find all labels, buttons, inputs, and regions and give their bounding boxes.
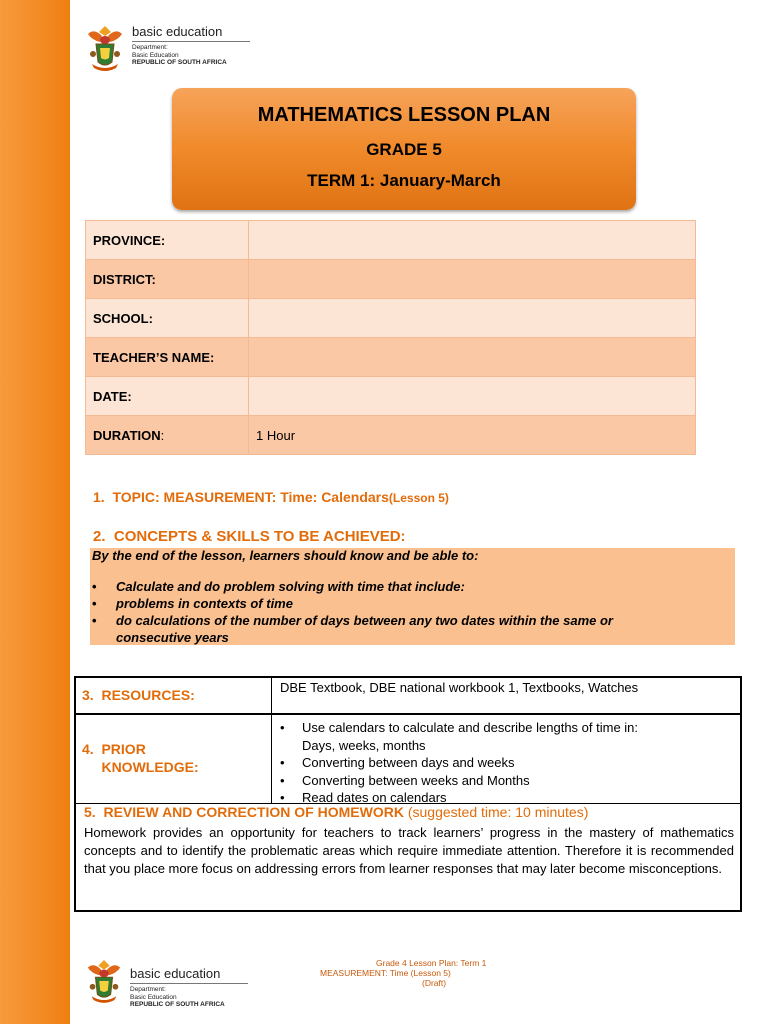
table-row xyxy=(86,221,696,260)
concepts-intro: By the end of the lesson, learners should know and be able to: xyxy=(92,548,479,563)
teacher-name-field[interactable] xyxy=(249,338,696,377)
list-item: • Read dates on calendars xyxy=(276,789,638,807)
table-row xyxy=(86,260,696,299)
concepts-box xyxy=(90,548,735,645)
school-label: SCHOOL: xyxy=(86,299,249,338)
date-label: DATE: xyxy=(86,377,249,416)
title-banner xyxy=(172,88,636,210)
header-logo xyxy=(84,24,250,72)
country-name: REPUBLIC OF SOUTH AFRICA xyxy=(132,59,227,66)
list-item: • Converting between days and weeks xyxy=(276,754,638,772)
prior-knowledge-row xyxy=(76,715,740,804)
duration-label: DURATION: xyxy=(86,416,249,455)
list-item: • Calculate and do problem solving with time that include: xyxy=(90,578,690,595)
department-name: Basic Education xyxy=(130,993,177,1001)
resources-row xyxy=(76,678,740,715)
department-label: Department: xyxy=(130,986,166,993)
district-label: DISTRICT: xyxy=(86,260,249,299)
table-row xyxy=(86,416,696,455)
brand-name: basic education xyxy=(130,966,248,984)
table-row xyxy=(86,299,696,338)
table-row xyxy=(86,338,696,377)
concepts-heading: 2. CONCEPTS & SKILLS TO BE ACHIEVED: xyxy=(93,528,406,545)
grade-label: GRADE 5 xyxy=(366,140,442,159)
footer-caption: Grade 4 Lesson Plan: Term 1 MEASUREMENT: Time (Lesson 5) (Draft) xyxy=(320,958,487,988)
prior-knowledge-list xyxy=(276,719,638,807)
lesson-details-table xyxy=(74,676,742,912)
department-label: Department: xyxy=(132,44,168,51)
list-item: consecutive years xyxy=(116,630,229,645)
district-field[interactable] xyxy=(249,260,696,299)
coat-of-arms-icon xyxy=(84,958,124,1004)
list-item: • problems in contexts of time xyxy=(90,595,690,612)
homework-heading: 5. REVIEW AND CORRECTION OF HOMEWORK (suggested time: 10 minutes) xyxy=(84,804,589,820)
column-divider xyxy=(271,678,272,803)
list-item: • Use calendars to calculate and describe lengths of time in: xyxy=(276,719,638,737)
table-row xyxy=(86,377,696,416)
document-title: MATHEMATICS LESSON PLAN xyxy=(257,104,551,126)
resources-label: 3. RESOURCES: xyxy=(82,687,195,703)
brand-name: basic education xyxy=(132,24,250,42)
list-item: • do calculations of the number of days between any two dates within the same or xyxy=(90,612,690,629)
duration-value[interactable]: 1 Hour xyxy=(249,416,696,455)
topic-heading: 1. TOPIC: MEASUREMENT: Time: Calendars(Lesson 5) xyxy=(93,489,449,505)
info-table xyxy=(85,220,696,455)
date-field[interactable] xyxy=(249,377,696,416)
term-label: TERM 1: January-March xyxy=(307,171,501,190)
orange-sidebar xyxy=(0,0,70,1024)
school-field[interactable] xyxy=(249,299,696,338)
concepts-list xyxy=(90,578,690,646)
list-item: Days, weeks, months xyxy=(302,737,426,753)
province-label: PROVINCE: xyxy=(86,221,249,260)
homework-text: Homework provides an opportunity for teachers to track learners’ progress in the mastery of mathematics concepts and to identify the problematic areas which require immediate attention. Therefore it is recommended that you place more focus on addressing errors from learner responses that may later become misconceptions. xyxy=(84,825,734,876)
department-name: Basic Education xyxy=(132,51,179,59)
prior-knowledge-label: 4. PRIOR KNOWLEDGE: xyxy=(82,741,199,775)
country-name: REPUBLIC OF SOUTH AFRICA xyxy=(130,1001,225,1008)
province-field[interactable] xyxy=(249,221,696,260)
teacher-name-label: TEACHER’S NAME: xyxy=(86,338,249,377)
list-item: • Converting between weeks and Months xyxy=(276,772,638,790)
footer-logo xyxy=(84,958,248,1009)
resources-value: DBE Textbook, DBE national workbook 1, Textbooks, Watches xyxy=(280,680,639,695)
coat-of-arms-icon xyxy=(84,24,126,72)
